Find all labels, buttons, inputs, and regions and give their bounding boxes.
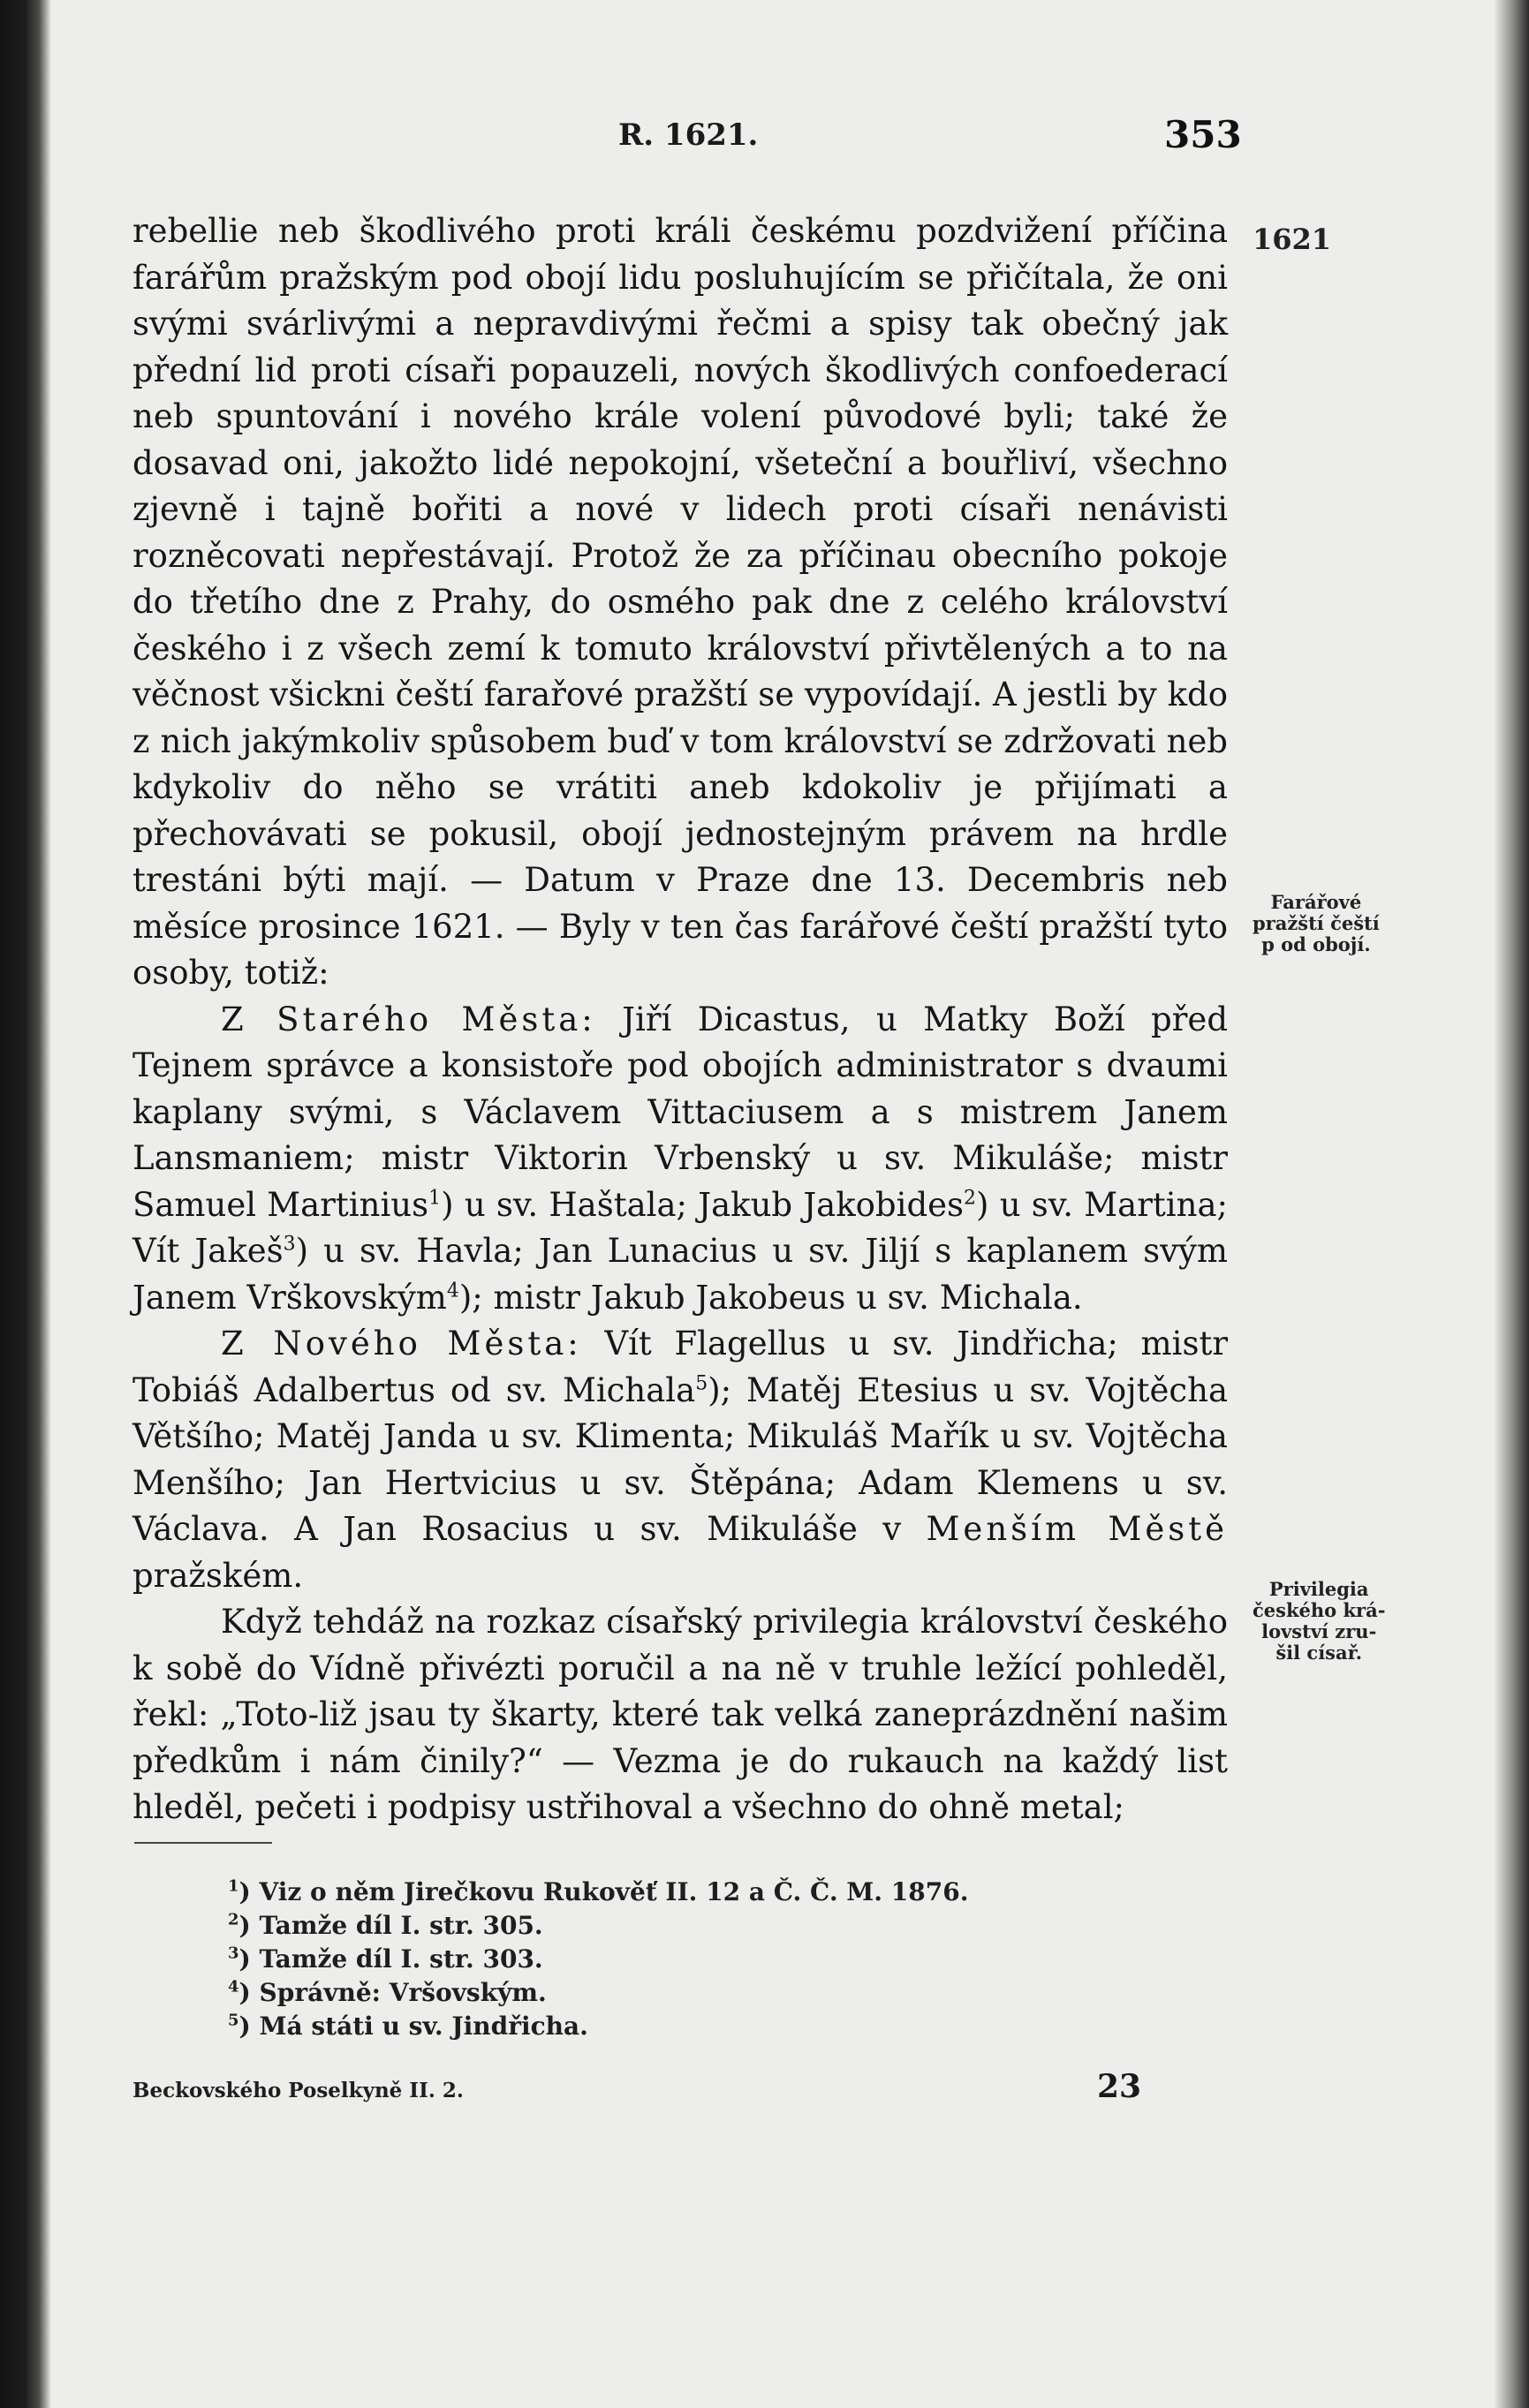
margin-note-line: šil císař. [1275, 1642, 1363, 1664]
margin-note-year: 1621 [1253, 223, 1332, 256]
old-town-text-5: ); mistr Jakub Jakobeus u sv. Michala. [458, 1278, 1083, 1317]
footnote-item [228, 1976, 968, 2010]
paragraph-privileges: Když tehdáž na rozkaz císařský privilegia království českého k sobě do Vídně přivézti poručil a na ně v truhle ležící pohleděl, řekl: „Toto-liž jsau ty škarty, které tak velká zaneprázdnění našim předkům i nám činily?“ — Vezma je do rukauch na každý list hleděl, pečeti i podpisy ustřihoval a všechno do ohně metal; [132, 1603, 1228, 1826]
margin-note-line: lovství zru- [1261, 1620, 1377, 1642]
footnote-text: ) Tamže díl I. str. 305. [238, 1911, 543, 1940]
footnote-mark: 5 [228, 2011, 239, 2030]
margin-note-line: Privilegia [1268, 1578, 1369, 1600]
footnote-text: ) Tamže díl I. str. 303. [238, 1944, 543, 1974]
section-label-new-town: Z Nového Města: [221, 1325, 582, 1363]
paragraph-old-town: Z Starého Města: Jiří Dicastus, u Matky Boží před Tejnem správce a konsistoře pod obojích administrator s dvaumi kaplany svými, s Václavem Vittaciusem a s mistrem Janem Lansmaniem; mistr Viktorin Vrbenský u sv. Mikuláše; mistr Samuel Martinius$^1$) u sv. Haštala; Jakub Jakobides$^2$) u sv. Martina; Vít Jakeš$^3$) u sv. Havla; Jan Lunacius u sv. Jiljí s kaplanem svým Janem Vrškovským$^4$); mistr Jakub Jakobeus u sv. Michala. [132, 1000, 1229, 1317]
paragraph-new-town [132, 1321, 1228, 1599]
book-binding-shadow [0, 0, 51, 2408]
margin-note-line: českého krá- [1253, 1599, 1386, 1621]
margin-note-line: pražští čeští [1253, 912, 1380, 934]
footnote-mark: 4 [228, 1977, 239, 1997]
new-town-text-1: Vít Flagellus u sv. Jindřicha; mistr Tobiáš Adalbertus od sv. Michala [132, 1325, 1229, 1409]
page-number: 353 [1164, 113, 1242, 156]
footnote-mark: 3 [228, 1944, 239, 1963]
margin-note-line: p od obojí. [1261, 933, 1371, 955]
main-text [132, 208, 1228, 1831]
footnote-ref-2: 2 [964, 1187, 977, 1210]
footnotes [228, 1876, 968, 2043]
old-town-text-1: Jiří Dicastus, u Matky Boží před Tejnem správce a konsistoře pod obojích administrator s dvaumi kaplany svými, s Václavem Vittaciusem a s mistrem Janem Lansmaniem; mistr Viktorin Vrbenský u sv. Mikuláše; mistr Samuel Martinius [132, 1000, 1229, 1224]
footnote-item [228, 1909, 968, 1943]
footnote-mark: 2 [228, 1910, 239, 1929]
section-label-old-town: Z Starého Města: [221, 1000, 596, 1038]
sheet-number: 23 [1097, 2068, 1142, 2105]
new-town-text-2: ); Matěj Etesius u sv. Vojtěcha Většího; Matěj Janda u sv. Klimenta; Mikuláš Mařík u sv. Vojtěcha Menšího; Jan Hertvicius u sv. Štěpána; Adam Klemens u sv. Václava. A Jan Rosacius u sv. Mikuláše v [132, 1370, 1229, 1548]
footnote-item [228, 1943, 968, 1976]
running-header-year: R. 1621. [618, 117, 759, 153]
footnote-text: ) Viz o něm Jirečkovu Rukověť II. 12 a Č. Č. M. 1876. [238, 1877, 969, 1906]
signature-line: Beckovského Poselkyně II. 2. [132, 2079, 464, 2102]
footnote-text: ) Správně: Vršovským. [238, 1978, 547, 2007]
footnote-item [228, 2010, 968, 2043]
footnote-ref-1: 1 [428, 1187, 442, 1210]
page-edge-shadow [1494, 0, 1529, 2408]
footnote-item [228, 1876, 968, 1909]
footnote-divider [134, 1842, 272, 1844]
paragraph-edict: rebellie neb škodlivého proti králi českému pozdvižení příčina farářům pražským pod obojí lidu posluhujícím se přičítala, že oni svými svárlivými a nepravdivými řečmi a spisy tak obečný jak přední lid proti císaři popauzeli, nových škodlivých confoederací neb spuntování i nového krále volení původové byli; také že dosavad oni, jakožto lidé nepokojní, všeteční a bouřliví, všechno zjevně i tajně bořiti a nové v lidech proti císaři nenávisti rozněcovati nepřestávají. Protož že za příčinau obecního pokoje do třetího dne z Prahy, do osmého pak dne z celého království českého i z všech zemí k tomuto království přivtělených a to na věčnost všickni čeští farařové pražští se vypovídají. A jestli by kdo z nich jakýmkoliv spůsobem buď v tom království se zdržovati neb kdykoliv do něho se vrátiti aneb kdokoliv je přijímati a přechovávati se pokusil, obojí jednostejným právem na hrdle trestáni býti mají. — Datum v Praze dne 13. Decembris neb měsíce prosince 1621. — Byly v ten čas farářové čeští pražští tyto osoby, totiž: [132, 212, 1228, 992]
margin-note-privileges [1253, 1579, 1385, 1664]
footnote-ref-4: 4 [446, 1279, 459, 1302]
section-label-lesser-town: Menším Městě [926, 1510, 1228, 1548]
footnote-mark: 1 [228, 1876, 239, 1896]
old-town-text-2: u sv. Haštala; Jakub Jakobides [453, 1185, 965, 1224]
old-town-text-3: u sv. Martina; Vít Jakeš [132, 1185, 1228, 1270]
margin-note-parish-priests [1253, 892, 1380, 955]
footnote-ref-5: 5 [695, 1372, 708, 1395]
new-town-text-3: pražském. [132, 1556, 304, 1595]
old-town-text-4: u sv. Havla; Jan Lunacius u sv. Jiljí s kaplanem svým Janem Vrškovským [132, 1232, 1228, 1317]
margin-note-line: Farářové [1270, 891, 1362, 913]
footnote-ref-3: 3 [283, 1233, 296, 1256]
footnote-text: ) Má státi u sv. Jindřicha. [238, 2012, 588, 2041]
